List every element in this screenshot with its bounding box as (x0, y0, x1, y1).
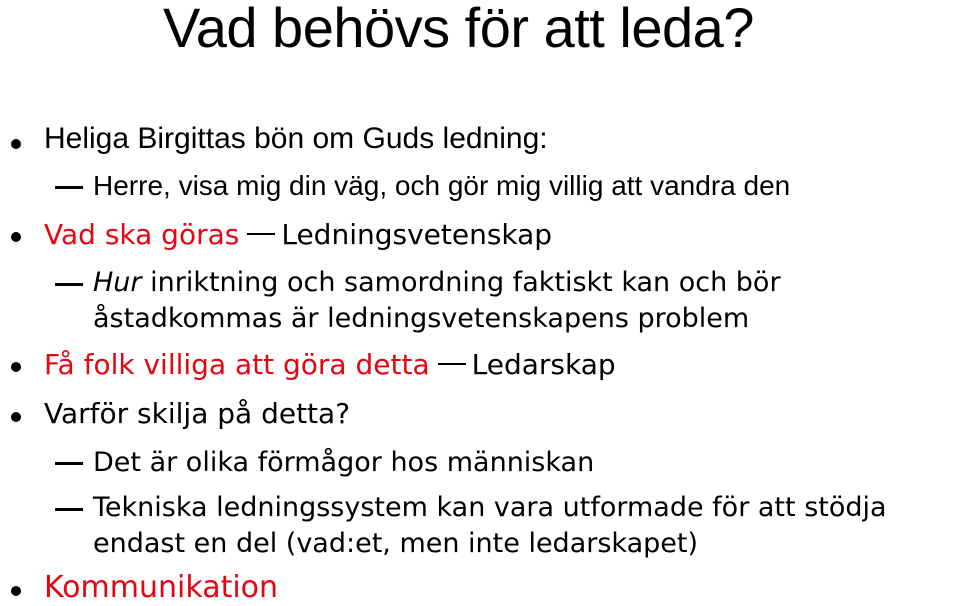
sub-bullet-dash (55, 186, 83, 189)
bullet-term: Ledarskap (471, 348, 616, 381)
sub-bullet-text: inriktning och samordning faktiskt kan och bör (141, 267, 781, 298)
bullet-marker (11, 586, 21, 596)
bullet-varfor-skilja: Varför skilja på detta? (44, 397, 351, 430)
sub-bullet-dash (55, 508, 83, 511)
bullet-marker (11, 232, 21, 242)
bullet-marker (11, 412, 21, 422)
slide-title: Vad behövs för att leda? (163, 0, 754, 59)
sub-bullet-hur-line2: åstadkommas är ledningsvetenskapens problem (93, 303, 750, 334)
sub-bullet-tekniska-line2: endast en del (vad:et, men inte ledarskapet) (93, 528, 698, 559)
bullet-red-phrase: Få folk villiga att göra detta (44, 348, 430, 381)
bullet-fa-folk (44, 348, 616, 382)
sub-bullet-tekniska-line1: Tekniska ledningssystem kan vara utformade för att stödja (93, 492, 887, 523)
sub-bullet-olika-formagor: Det är olika förmågor hos människan (93, 447, 595, 478)
bullet-term: Ledningsvetenskap (281, 218, 553, 251)
bullet-marker (11, 139, 21, 149)
sub-bullet-dash (55, 283, 83, 286)
inline-dash (247, 233, 275, 236)
inline-dash (438, 363, 466, 366)
bullet-kommunikation: Kommunikation (44, 570, 279, 605)
sub-bullet-herre: Herre, visa mig din väg, och gör mig villig att vandra den (93, 170, 791, 201)
bullet-vad-ska-goras (44, 218, 552, 252)
bullet-red-phrase: Vad ska göras (44, 218, 240, 251)
bullet-marker (11, 362, 21, 372)
italic-word: Hur (93, 267, 142, 298)
sub-bullet-dash (55, 462, 83, 465)
sub-bullet-hur-line1 (93, 266, 781, 300)
bullet-heliga-birgitta: Heliga Birgittas bön om Guds ledning: (44, 122, 548, 155)
